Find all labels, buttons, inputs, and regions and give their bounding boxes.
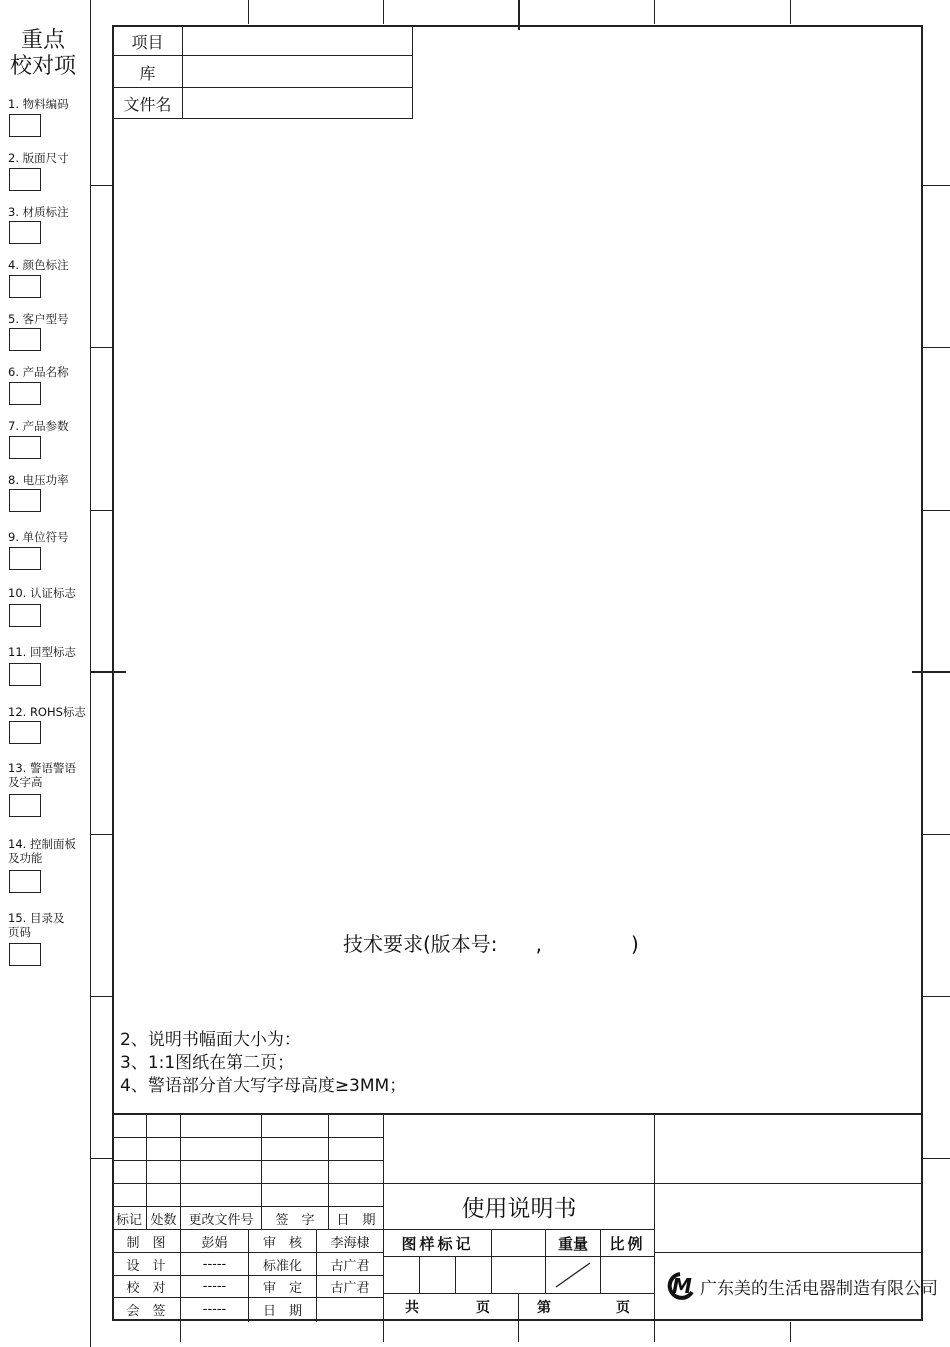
checkbox-rohs[interactable] (9, 721, 41, 744)
name-date (317, 1298, 383, 1320)
checkbox-material-code[interactable] (9, 114, 41, 137)
project-label: 项目 (131, 32, 164, 52)
role-date: 日 期 (262, 1303, 302, 1319)
checklist-label-4: 4. 颜色标注 (8, 258, 69, 272)
name-approve: 古广君 (330, 1281, 370, 1296)
checklist-label-6: 6. 产品名称 (8, 365, 69, 379)
name-design: ----- (202, 1256, 227, 1272)
total-page-unit: 页 (476, 1300, 490, 1316)
role-drawing: 制 图 (126, 1235, 166, 1251)
tech-line: 3、1:1图纸在第二页； (120, 1053, 295, 1073)
pattern-mark-label: 图样标记 (401, 1234, 474, 1253)
role-standardize: 标准化 (262, 1258, 302, 1274)
checklist-label-11: 11. 回型标志 (8, 645, 76, 659)
checklist-label-9: 9. 单位符号 (8, 530, 69, 544)
tech-requirements-title: 技术要求(版本号: , ) (343, 932, 639, 956)
library-label: 库 (139, 63, 156, 83)
total-label: 共 (405, 1300, 419, 1316)
checklist-label-13: 13. 警语警语 及字高 (8, 761, 76, 789)
name-proofread: ----- (202, 1279, 227, 1294)
checkbox-cert-mark[interactable] (9, 604, 41, 627)
header-change-doc: 更改文件号 (188, 1212, 254, 1228)
weight-label: 重量 (557, 1234, 588, 1253)
role-review: 审 核 (262, 1235, 302, 1251)
role-approve: 审 定 (262, 1281, 302, 1296)
drawing-frame (112, 25, 923, 1321)
checklist-label-2: 2. 版面尺寸 (8, 151, 69, 165)
company-logo-icon: M (664, 1272, 696, 1300)
name-drawing: 彭娟 (201, 1235, 228, 1251)
filename-label: 文件名 (123, 94, 172, 114)
checklist-label-8: 8. 电压功率 (8, 473, 69, 487)
tech-requirements-list (120, 1029, 406, 1098)
header-count: 处数 (150, 1212, 177, 1228)
nth-page-unit: 页 (616, 1300, 630, 1316)
role-countersign: 会 签 (126, 1303, 166, 1319)
library-field[interactable] (184, 57, 412, 87)
checkbox-warning-height[interactable] (9, 794, 41, 817)
checklist-label-15: 15. 目录及 页码 (8, 911, 65, 939)
tech-line: 4、警语部分首大写字母高度≥3MM； (120, 1076, 407, 1096)
filename-field[interactable] (184, 88, 412, 118)
checkbox-loop-mark[interactable] (9, 663, 41, 686)
project-field[interactable] (184, 27, 412, 55)
checklist-label-14: 14. 控制面板 及功能 (8, 837, 76, 865)
tech-line: 2、说明书幅面大小为： (120, 1030, 301, 1050)
company-name: 广东美的生活电器制造有限公司 (700, 1278, 938, 1299)
checkbox-unit-symbol[interactable] (9, 547, 41, 570)
role-proofread: 校 对 (126, 1281, 166, 1296)
name-review: 李海棣 (330, 1235, 370, 1251)
checkbox-product-name[interactable] (9, 382, 41, 405)
checklist-title: 重点 校对项 (9, 28, 76, 79)
document-title: 使用说明书 (461, 1195, 577, 1222)
checkbox-product-params[interactable] (9, 436, 41, 459)
header-mark: 标记 (115, 1212, 142, 1228)
checkbox-control-panel[interactable] (9, 870, 41, 893)
nth-label: 第 (537, 1300, 551, 1316)
scale-label: 比例 (609, 1234, 646, 1253)
checklist-label-7: 7. 产品参数 (8, 419, 69, 433)
checklist-label-10: 10. 认证标志 (8, 586, 76, 600)
company-block (664, 1272, 938, 1300)
header-date: 日 期 (336, 1212, 376, 1228)
checklist-label-1: 1. 物料编码 (8, 97, 69, 111)
checkbox-toc-page[interactable] (9, 943, 41, 966)
checklist-label-12: 12. ROHS标志 (8, 705, 86, 719)
checklist-label-5: 5. 客户型号 (8, 312, 69, 326)
checklist-label-3: 3. 材质标注 (8, 205, 69, 219)
checkbox-customer-model[interactable] (9, 328, 41, 351)
checkbox-material[interactable] (9, 221, 41, 244)
name-standardize: 古广君 (330, 1258, 370, 1274)
checkbox-color[interactable] (9, 275, 41, 298)
checkbox-voltage-power[interactable] (9, 489, 41, 512)
role-design: 设 计 (126, 1258, 166, 1274)
name-countersign: ----- (202, 1301, 227, 1317)
checkbox-layout-size[interactable] (9, 168, 41, 191)
weight-slash (546, 1257, 600, 1293)
header-sign: 签 字 (275, 1212, 315, 1228)
